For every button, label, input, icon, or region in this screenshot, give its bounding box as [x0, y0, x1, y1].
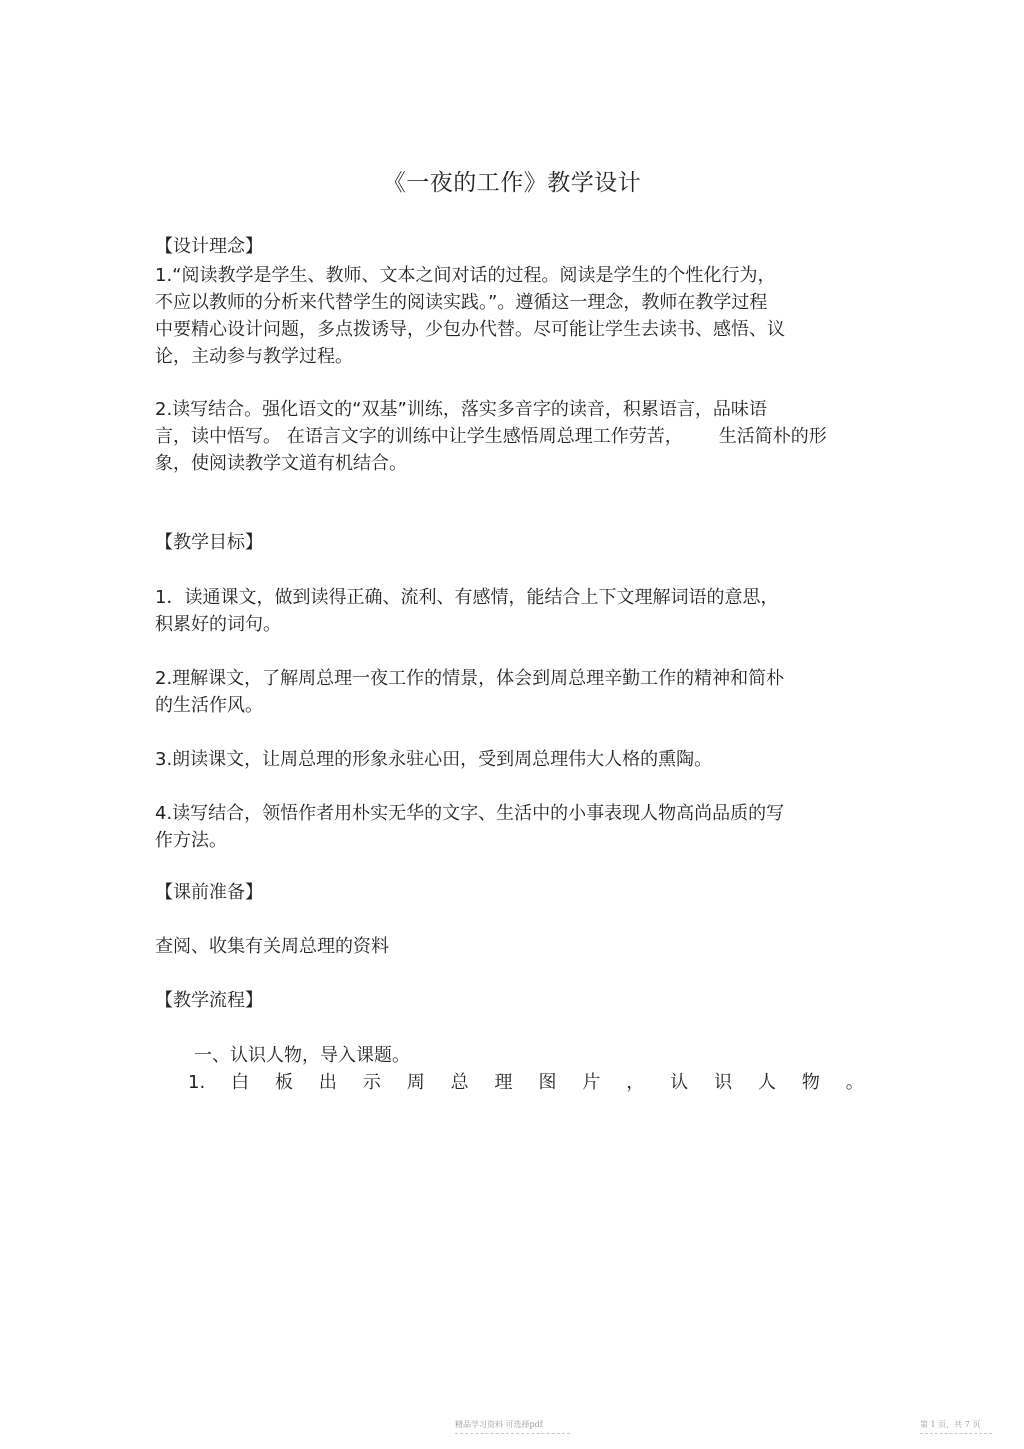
spread-char: 总 [450, 1072, 469, 1093]
paragraph-text: 生活简朴的形 [718, 426, 827, 447]
paragraph-line: 3.朗读课文，让周总理的形象永驻心田，受到周总理伟大人格的熏陶。 [155, 749, 713, 770]
spread-char: 出 [318, 1072, 337, 1093]
section-heading-prep: 【课前准备】 [155, 882, 263, 903]
document-title: 《一夜的工作》教学设计 [382, 170, 642, 196]
flow-step-1-1 [188, 1069, 864, 1096]
prep-text: 查阅、收集有关周总理的资料 [155, 936, 389, 957]
spread-char: 板 [275, 1072, 293, 1093]
section-heading-concept: 【设计理念】 [155, 236, 263, 257]
spread-char: 示 [362, 1072, 381, 1093]
paragraph-line: 作方法。 [155, 830, 227, 851]
spread-char: ， [626, 1072, 645, 1093]
section-heading-goals: 【教学目标】 [155, 532, 263, 553]
spread-char: 周 [406, 1072, 425, 1093]
section-heading-flow: 【教学流程】 [155, 990, 263, 1011]
paragraph-line [155, 423, 875, 450]
spread-char: 认 [670, 1072, 689, 1093]
paragraph-line: 积累好的词句。 [155, 614, 281, 635]
spread-char: 图 [538, 1072, 557, 1093]
spread-char: 1. [188, 1072, 206, 1093]
paragraph-line: 4.读写结合，领悟作者用朴实无华的文字、生活中的小事表现人物高尚品质的写 [155, 803, 785, 824]
paragraph-line: 中要精心设计问题，多点拨诱导，少包办代替。尽可能让学生去读书、感悟、议 [155, 319, 785, 340]
paragraph-line: 论，主动参与教学过程。 [155, 346, 353, 367]
spread-char: 理 [494, 1072, 513, 1093]
footer-divider [920, 1433, 992, 1434]
paragraph-line: 象，使阅读教学文道有机结合。 [155, 453, 407, 474]
goal-item-3 [155, 746, 875, 773]
concept-paragraph-1 [155, 262, 875, 370]
spread-char: 物 [801, 1072, 820, 1093]
paragraph-text: 言，读中悟写。 在语言文字的训练中让学生感悟周总理工作劳苦， [155, 426, 683, 447]
paragraph-line: 2.理解课文，了解周总理一夜工作的情景，体会到周总理辛勤工作的精神和简朴 [155, 668, 785, 689]
spread-char: 人 [757, 1072, 776, 1093]
spread-char: 白 [231, 1072, 250, 1093]
footer-source-label: 精品学习资料 可选择pdf [455, 1420, 543, 1429]
spread-char: 识 [714, 1072, 733, 1093]
flow-step-1: 一、认识人物，导入课题。 [194, 1045, 410, 1066]
goal-item-2 [155, 665, 875, 719]
paragraph-line: 的生活作风。 [155, 695, 263, 716]
paragraph-line: 1．读通课文，做到读得正确、流利、有感情，能结合上下文理解词语的意思， [155, 587, 779, 608]
spread-char: 。 [845, 1072, 864, 1093]
paragraph-line: 2.读写结合。强化语文的“双基”训练，落实多音字的读音，积累语言，品味语 [155, 399, 767, 420]
goal-item-1 [155, 584, 875, 638]
footer-divider [455, 1433, 570, 1434]
paragraph-line: 1.“阅读教学是学生、教师、文本之间对话的过程。阅读是学生的个性化行为， [155, 265, 776, 286]
goal-item-4 [155, 800, 875, 854]
spread-char: 片 [582, 1072, 601, 1093]
paragraph-line: 不应以教师的分析来代替学生的阅读实践。”。遵循这一理念，教师在教学过程 [155, 292, 768, 313]
footer-page-number: 第 1 页，共 7 页 [920, 1420, 981, 1429]
concept-paragraph-2 [155, 396, 875, 477]
